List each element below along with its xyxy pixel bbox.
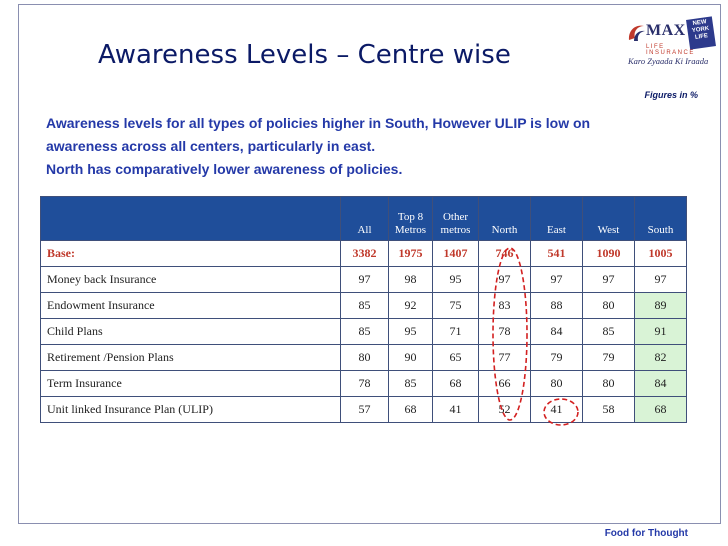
column-header-north: North <box>479 197 531 241</box>
cell-top8: 68 <box>389 397 433 423</box>
row-label: Unit linked Insurance Plan (ULIP) <box>41 397 341 423</box>
cell-west: 85 <box>583 319 635 345</box>
table-row <box>41 345 687 371</box>
base-value-south: 1005 <box>635 241 687 267</box>
base-value-west: 1090 <box>583 241 635 267</box>
base-value-all: 3382 <box>341 241 389 267</box>
cell-east: 80 <box>531 371 583 397</box>
column-header-west: West <box>583 197 635 241</box>
row-label: Endowment Insurance <box>41 293 341 319</box>
cell-east: 88 <box>531 293 583 319</box>
cell-other: 41 <box>433 397 479 423</box>
cell-west: 79 <box>583 345 635 371</box>
column-header-other: Other metros <box>433 197 479 241</box>
cell-all: 85 <box>341 319 389 345</box>
row-label: Money back Insurance <box>41 267 341 293</box>
column-header-top8: Top 8 Metros <box>389 197 433 241</box>
cell-north: 97 <box>479 267 531 293</box>
cell-north: 77 <box>479 345 531 371</box>
base-value-east: 541 <box>531 241 583 267</box>
cell-west: 80 <box>583 293 635 319</box>
cell-all: 97 <box>341 267 389 293</box>
cell-other: 95 <box>433 267 479 293</box>
cell-top8: 85 <box>389 371 433 397</box>
cell-north: 66 <box>479 371 531 397</box>
base-value-north: 746 <box>479 241 531 267</box>
summary-line: Awareness levels for all types of policies higher in South, However ULIP is low on <box>46 115 591 131</box>
cell-north: 83 <box>479 293 531 319</box>
base-label: Base: <box>41 241 341 267</box>
base-value-top8: 1975 <box>389 241 433 267</box>
cell-west: 80 <box>583 371 635 397</box>
base-row <box>41 241 687 267</box>
cell-east: 84 <box>531 319 583 345</box>
column-header-east: East <box>531 197 583 241</box>
cell-south: 91 <box>635 319 687 345</box>
logo-badge-line: LIFE <box>694 33 709 41</box>
cell-south: 84 <box>635 371 687 397</box>
summary-line: North has comparatively lower awareness of policies. <box>46 161 403 177</box>
cell-all: 57 <box>341 397 389 423</box>
cell-all: 80 <box>341 345 389 371</box>
cell-south: 97 <box>635 267 687 293</box>
cell-top8: 98 <box>389 267 433 293</box>
cell-east: 41 <box>531 397 583 423</box>
figures-note: Figures in % <box>644 90 698 100</box>
cell-south: 89 <box>635 293 687 319</box>
cell-top8: 92 <box>389 293 433 319</box>
cell-west: 58 <box>583 397 635 423</box>
cell-other: 71 <box>433 319 479 345</box>
cell-east: 97 <box>531 267 583 293</box>
logo-badge-line: NEW <box>692 19 707 28</box>
table-row <box>41 293 687 319</box>
logo-brand: MAX <box>646 22 686 39</box>
column-header-south: South <box>635 197 687 241</box>
cell-other: 75 <box>433 293 479 319</box>
cell-other: 65 <box>433 345 479 371</box>
row-label: Child Plans <box>41 319 341 345</box>
row-label: Retirement /Pension Plans <box>41 345 341 371</box>
cell-north: 52 <box>479 397 531 423</box>
footer-text: Food for Thought <box>604 528 688 539</box>
cell-south: 82 <box>635 345 687 371</box>
cell-north: 78 <box>479 319 531 345</box>
cell-top8: 90 <box>389 345 433 371</box>
table-row <box>41 319 687 345</box>
base-value-other: 1407 <box>433 241 479 267</box>
cell-other: 68 <box>433 371 479 397</box>
cell-top8: 95 <box>389 319 433 345</box>
cell-all: 78 <box>341 371 389 397</box>
logo-tagline: Karo Zyaada Ki Iraada <box>628 56 709 66</box>
table-row <box>41 371 687 397</box>
cell-all: 85 <box>341 293 389 319</box>
cell-east: 79 <box>531 345 583 371</box>
logo-subtitle: LIFE INSURANCE <box>646 44 695 56</box>
swirl-icon <box>626 20 648 44</box>
column-header-all: All <box>341 197 389 241</box>
table-header-row <box>41 197 687 241</box>
summary-text <box>46 112 696 181</box>
awareness-table <box>40 196 687 423</box>
table-row <box>41 397 687 423</box>
summary-line: awareness across all centers, particularly in east. <box>46 138 376 154</box>
header-blank-cell <box>41 197 341 241</box>
cell-south: 68 <box>635 397 687 423</box>
cell-west: 97 <box>583 267 635 293</box>
table-row <box>41 267 687 293</box>
row-label: Term Insurance <box>41 371 341 397</box>
company-logo <box>624 18 716 74</box>
logo-badge-line: YORK <box>691 25 710 35</box>
slide-title: Awareness Levels – Centre wise <box>98 40 511 70</box>
